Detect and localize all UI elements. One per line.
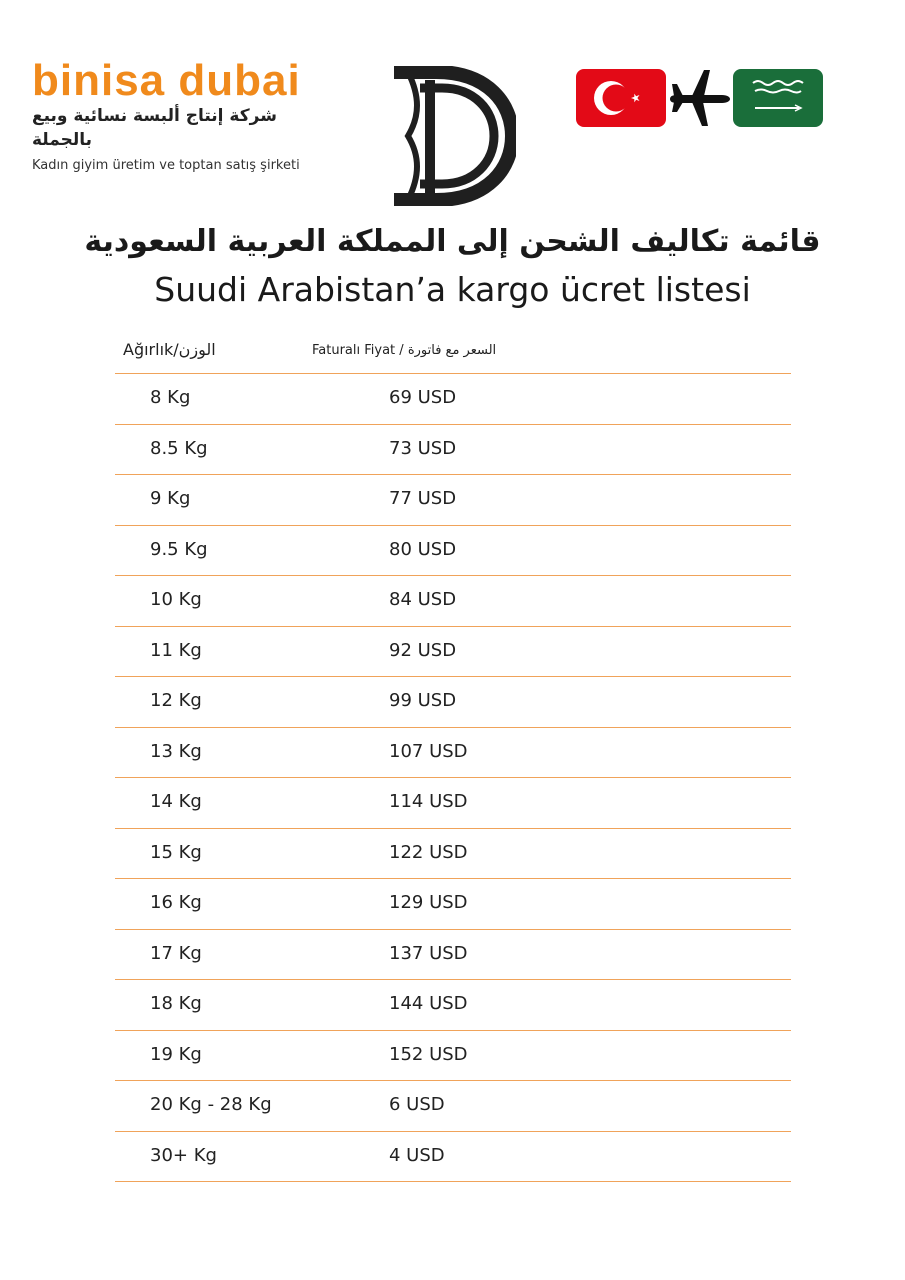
price-cell: 92 USD	[389, 639, 457, 661]
weight-cell: 20 Kg - 28 Kg	[150, 1094, 272, 1115]
price-cell: 122 USD	[389, 841, 468, 863]
table-row	[115, 374, 791, 425]
table-row	[115, 980, 791, 1031]
table-row	[115, 829, 791, 880]
weight-cell: 11 Kg	[150, 639, 202, 661]
table-header	[115, 330, 791, 374]
table-row	[115, 475, 791, 526]
price-cell: 137 USD	[389, 942, 468, 964]
page-title-arabic: قائمة تكاليف الشحن إلى المملكة العربية السعودية	[84, 224, 821, 259]
price-cell: 4 USD	[389, 1144, 445, 1166]
weight-cell: 12 Kg	[150, 690, 202, 711]
price-cell: 144 USD	[389, 993, 468, 1014]
weight-cell: 14 Kg	[150, 791, 202, 812]
table-row	[115, 930, 791, 981]
price-cell: 114 USD	[389, 791, 468, 812]
weight-cell: 16 Kg	[150, 892, 202, 913]
dd-monogram-logo	[390, 66, 516, 206]
turkey-flag	[576, 69, 666, 127]
weight-column-header: Ağırlık/الوزن	[123, 340, 216, 359]
weight-cell: 10 Kg	[150, 589, 202, 610]
price-cell: 77 USD	[389, 488, 457, 509]
table-row	[115, 728, 791, 779]
price-cell: 107 USD	[389, 740, 468, 762]
shipping-price-table	[115, 330, 791, 1182]
airplane-icon	[668, 68, 730, 128]
price-cell: 80 USD	[389, 538, 457, 560]
saudi-arabia-flag	[733, 69, 823, 127]
crescent-star-icon	[576, 69, 666, 127]
weight-cell: 8.5 Kg	[150, 437, 208, 459]
page-title-turkish: Suudi Arabistan’a kargo ücret listesi	[154, 270, 751, 309]
weight-cell: 9.5 Kg	[150, 538, 208, 560]
table-row	[115, 879, 791, 930]
shahada-sword-icon	[733, 69, 823, 127]
price-cell: 6 USD	[389, 1094, 445, 1115]
price-cell: 73 USD	[389, 437, 457, 459]
price-column-header: Faturalı Fiyat / السعر مع فاتورة	[312, 343, 497, 358]
brand-block	[32, 58, 332, 173]
table-row	[115, 1132, 791, 1183]
brand-name: binisa dubai	[32, 56, 301, 105]
brand-turkish-tagline: Kadın giyim üretim ve toptan satış şirketi	[32, 158, 300, 173]
weight-cell: 19 Kg	[150, 1043, 202, 1065]
brand-arabic-tagline: شركة إنتاج ألبسة نسائية وبيع بالجملة	[32, 106, 277, 150]
weight-cell: 15 Kg	[150, 841, 202, 863]
table-row	[115, 627, 791, 678]
weight-cell: 18 Kg	[150, 993, 202, 1014]
price-cell: 69 USD	[389, 387, 457, 408]
weight-cell: 17 Kg	[150, 942, 202, 964]
table-row	[115, 576, 791, 627]
weight-cell: 9 Kg	[150, 488, 191, 509]
table-row	[115, 425, 791, 476]
price-cell: 129 USD	[389, 892, 468, 913]
weight-cell: 30+ Kg	[150, 1144, 217, 1166]
table-row	[115, 677, 791, 728]
price-cell: 99 USD	[389, 690, 457, 711]
weight-cell: 13 Kg	[150, 740, 202, 762]
table-row	[115, 526, 791, 577]
price-cell: 152 USD	[389, 1043, 468, 1065]
table-row	[115, 1081, 791, 1132]
price-cell: 84 USD	[389, 589, 457, 610]
table-row	[115, 778, 791, 829]
table-row	[115, 1031, 791, 1082]
weight-cell: 8 Kg	[150, 387, 191, 408]
